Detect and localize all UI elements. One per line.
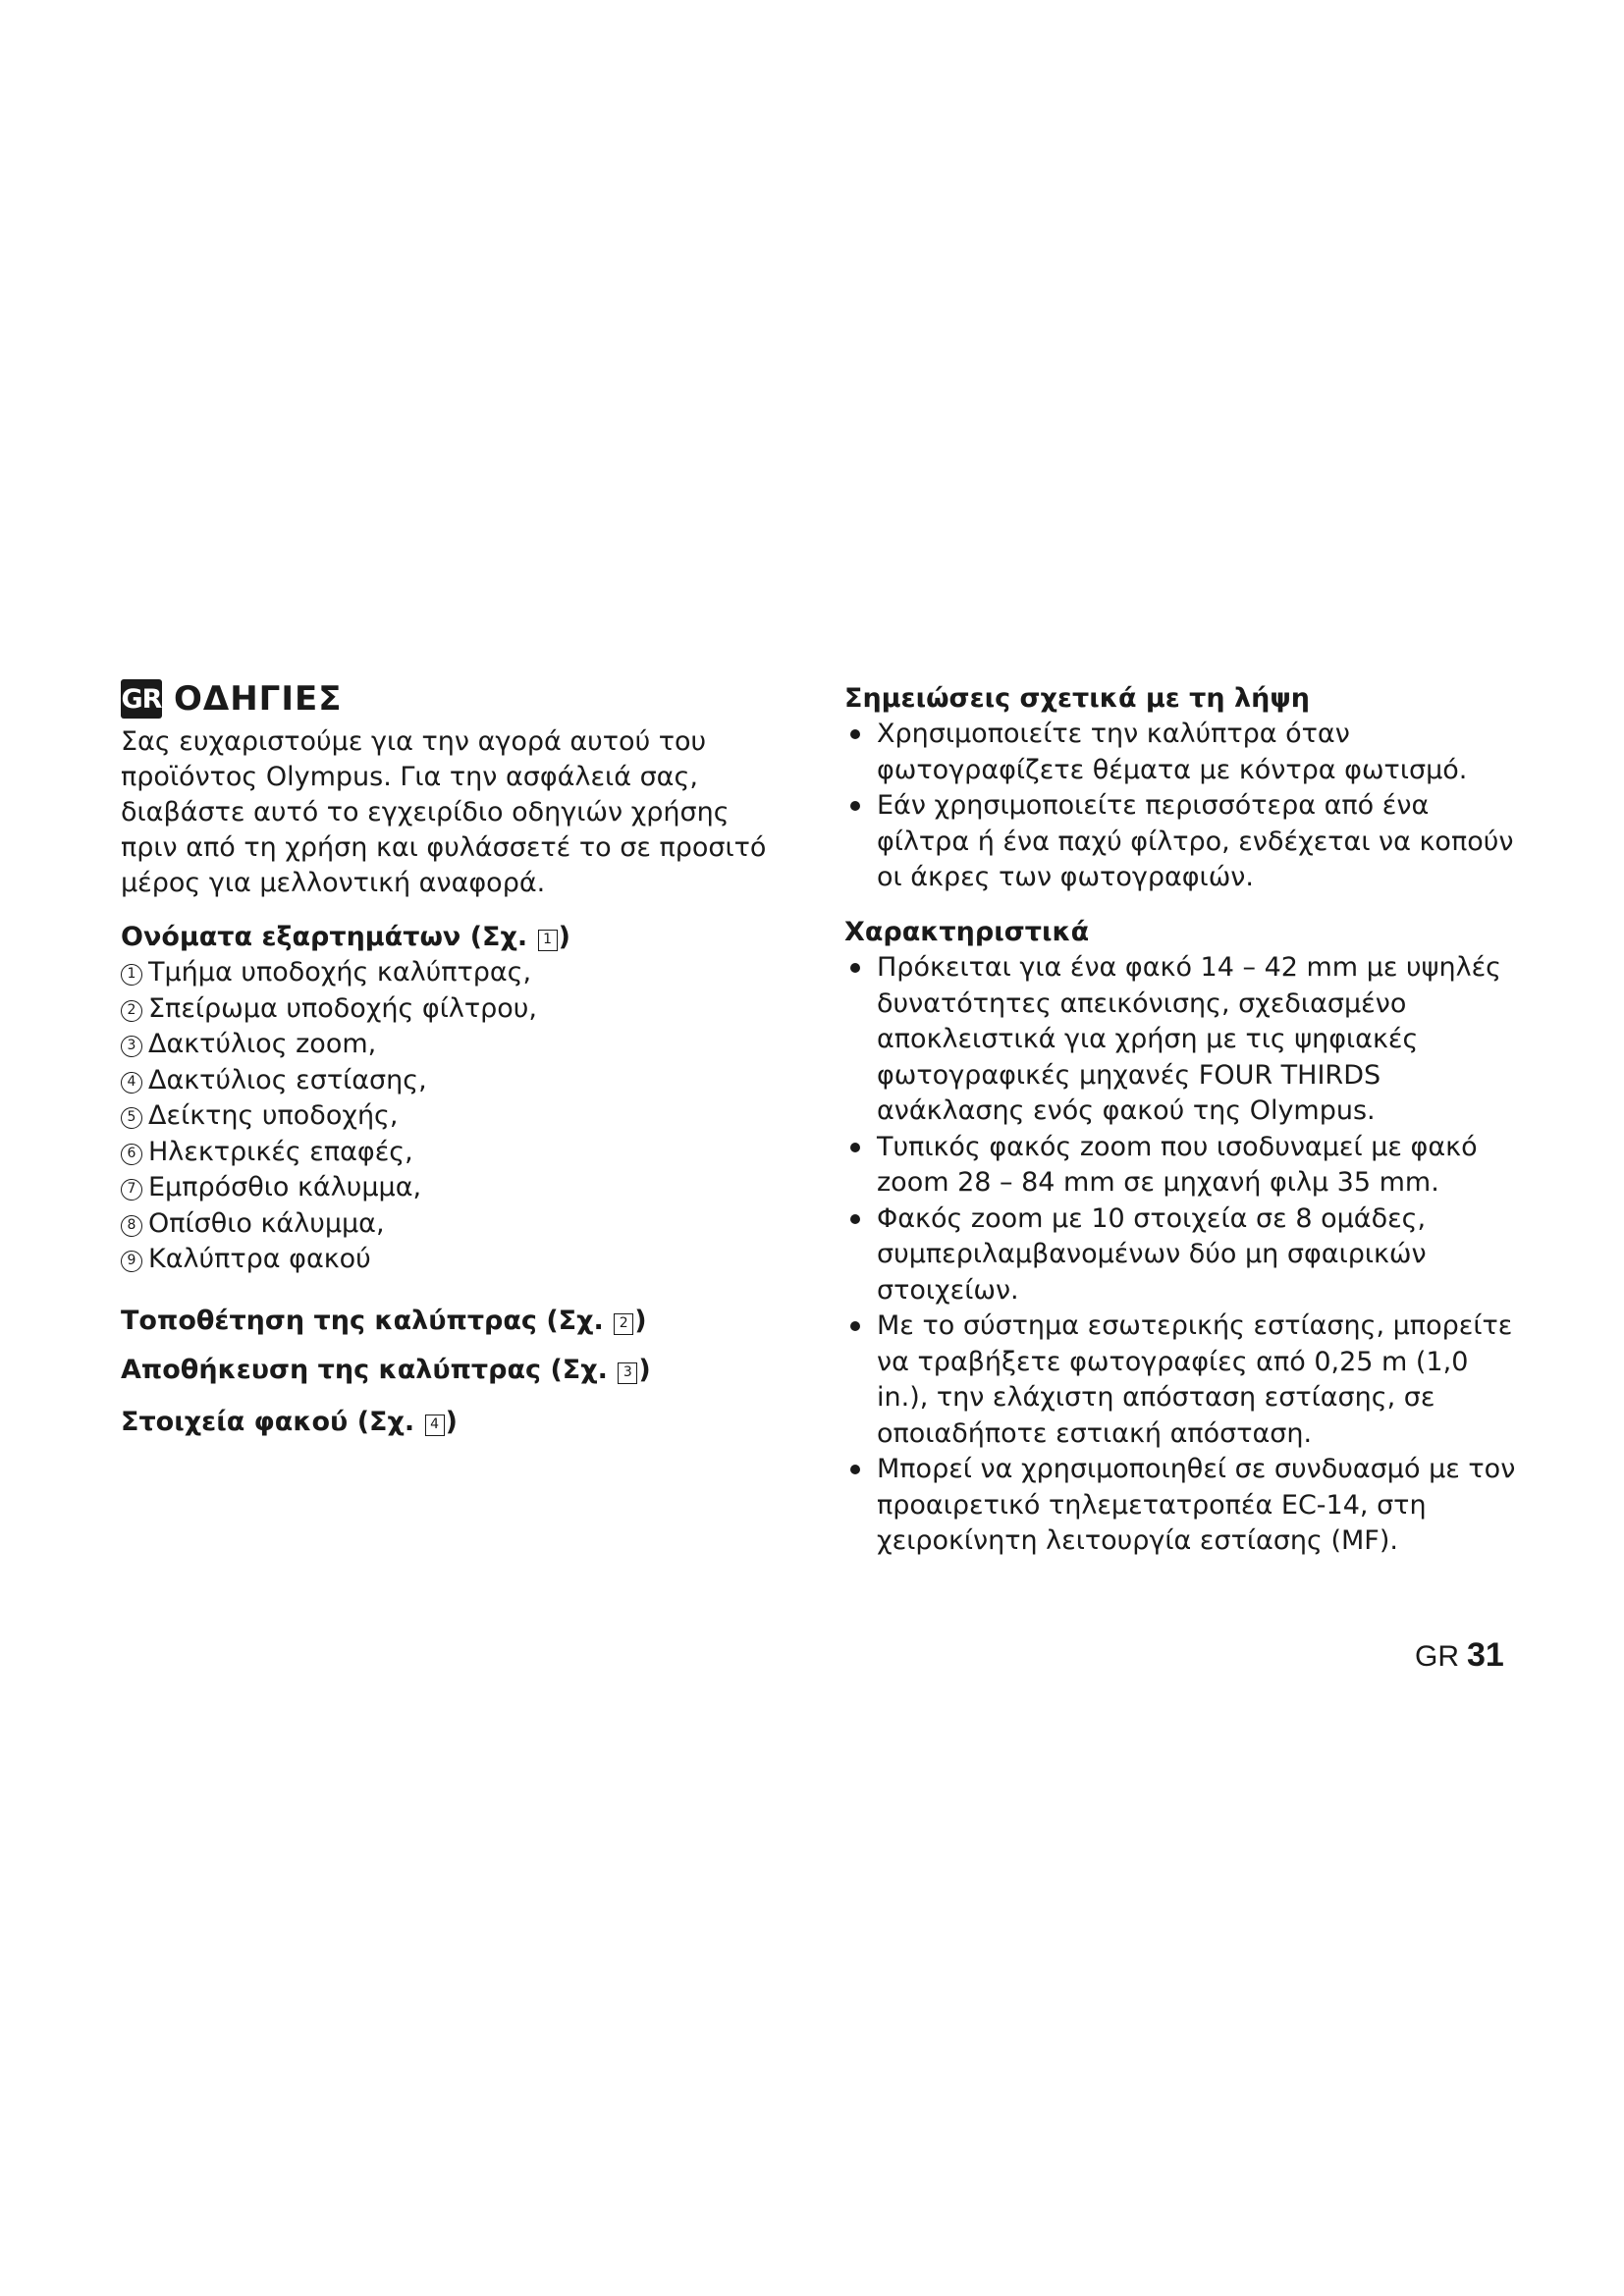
page-title: ΟΔΗΓΙΕΣ <box>174 679 343 719</box>
mount-section <box>121 1304 798 1339</box>
list-item: Εάν χρησιμοποιείτε περισσότερα από ένα φίλτρα ή ένα παχύ φίλτρο, ενδέχεται να κοπούν οι άκρες των φωτογραφιών. <box>844 788 1522 896</box>
page-number: 31 <box>1467 1636 1504 1674</box>
notes-heading: Σημειώσεις σχετικά με τη λήψη <box>844 683 1311 714</box>
store-section <box>121 1353 798 1388</box>
list-item: 5 Δείκτης υποδοχής, <box>121 1098 798 1135</box>
mount-heading: Τοποθέτηση της καλύπτρας (Σχ. 2 ) <box>121 1306 647 1336</box>
list-item: Τυπικός φακός zoom που ισοδυναμεί με φακό zoom 28 – 84 mm σε μηχανή φιλμ 35 mm. <box>844 1130 1522 1201</box>
figure-ref-1: 1 <box>538 930 558 951</box>
circled-number: 4 <box>121 1072 142 1094</box>
specs-heading: Στοιχεία φακού (Σχ. 4 ) <box>121 1407 458 1437</box>
circled-number: 9 <box>121 1251 142 1272</box>
circled-number: 5 <box>121 1107 142 1129</box>
specs-section <box>121 1405 798 1440</box>
list-item: Με το σύστημα εσωτερικής εστίασης, μπορείτε να τραβήξετε φωτογραφίες από 0,25 m (1,0 in.), την ελάχιστη απόσταση εστίασης, σε οποιαδήποτε εστιακή απόσταση. <box>844 1308 1522 1452</box>
store-heading: Αποθήκευση της καλύπτρας (Σχ. 3 ) <box>121 1355 651 1385</box>
list-item: Φακός zoom με 10 στοιχεία σε 8 ομάδες, συμπεριλαμβανομένων δύο μη σφαιρικών στοιχείων. <box>844 1201 1522 1309</box>
list-item: 2 Σπείρωμα υποδοχής φίλτρου, <box>121 991 798 1028</box>
list-item: Χρησιμοποιείτε την καλύπτρα όταν φωτογραφίζετε θέματα με κόντρα φωτισμό. <box>844 717 1522 788</box>
footer-language: GR <box>1415 1640 1459 1673</box>
list-item: 9 Καλύπτρα φακού <box>121 1242 798 1278</box>
page-footer <box>1415 1636 1513 1675</box>
circled-number: 2 <box>121 1000 142 1022</box>
circled-number: 7 <box>121 1179 142 1201</box>
circled-number: 3 <box>121 1036 142 1057</box>
parts-list <box>121 955 798 1278</box>
list-item: Μπορεί να χρησιμοποιηθεί σε συνδυασμό με τον προαιρετικό τηλεμετατροπέα EC-14, στη χειροκίνητη λειτουργία εστίασης (MF). <box>844 1452 1522 1560</box>
language-badge: GR <box>121 679 162 719</box>
circled-number: 6 <box>121 1144 142 1165</box>
features-heading: Χαρακτηριστικά <box>844 917 1090 947</box>
parts-heading: Ονόματα εξαρτημάτων (Σχ. 1 ) <box>121 922 570 952</box>
list-item: 1 Τμήμα υποδοχής καλύπτρας, <box>121 955 798 991</box>
title-row <box>121 677 342 721</box>
circled-number: 8 <box>121 1215 142 1237</box>
figure-ref-2: 2 <box>614 1313 633 1335</box>
notes-section <box>844 681 1522 896</box>
figure-ref-3: 3 <box>618 1362 637 1384</box>
circled-number: 1 <box>121 964 142 986</box>
list-item: 7 Εμπρόσθιο κάλυμμα, <box>121 1170 798 1206</box>
list-item: 6 Ηλεκτρικές επαφές, <box>121 1135 798 1171</box>
list-item: 3 Δακτύλιος zoom, <box>121 1027 798 1063</box>
list-item: 4 Δακτύλιος εστίασης, <box>121 1063 798 1099</box>
figure-ref-4: 4 <box>425 1415 445 1436</box>
notes-list <box>844 717 1522 896</box>
features-list <box>844 950 1522 1560</box>
features-section <box>844 915 1522 1560</box>
list-item: 8 Οπίσθιο κάλυμμα, <box>121 1206 798 1243</box>
list-item: Πρόκειται για ένα φακό 14 – 42 mm με υψηλές δυνατότητες απεικόνισης, σχεδιασμένο αποκλειστικά για χρήση με τις ψηφιακές φωτογραφικές μηχανές FOUR THIRDS ανάκλασης ενός φακού της Olympus. <box>844 950 1522 1130</box>
parts-section <box>121 920 798 1278</box>
intro-paragraph: Σας ευχαριστούμε για την αγορά αυτού του προϊόντος Olympus. Για την ασφάλειά σας, διαβάστε αυτό το εγχειρίδιο οδηγιών χρήσης πριν από τη χρήση και φυλάσσετέ το σε προσιτό μέρος για μελλοντική αναφορά. <box>121 726 767 898</box>
